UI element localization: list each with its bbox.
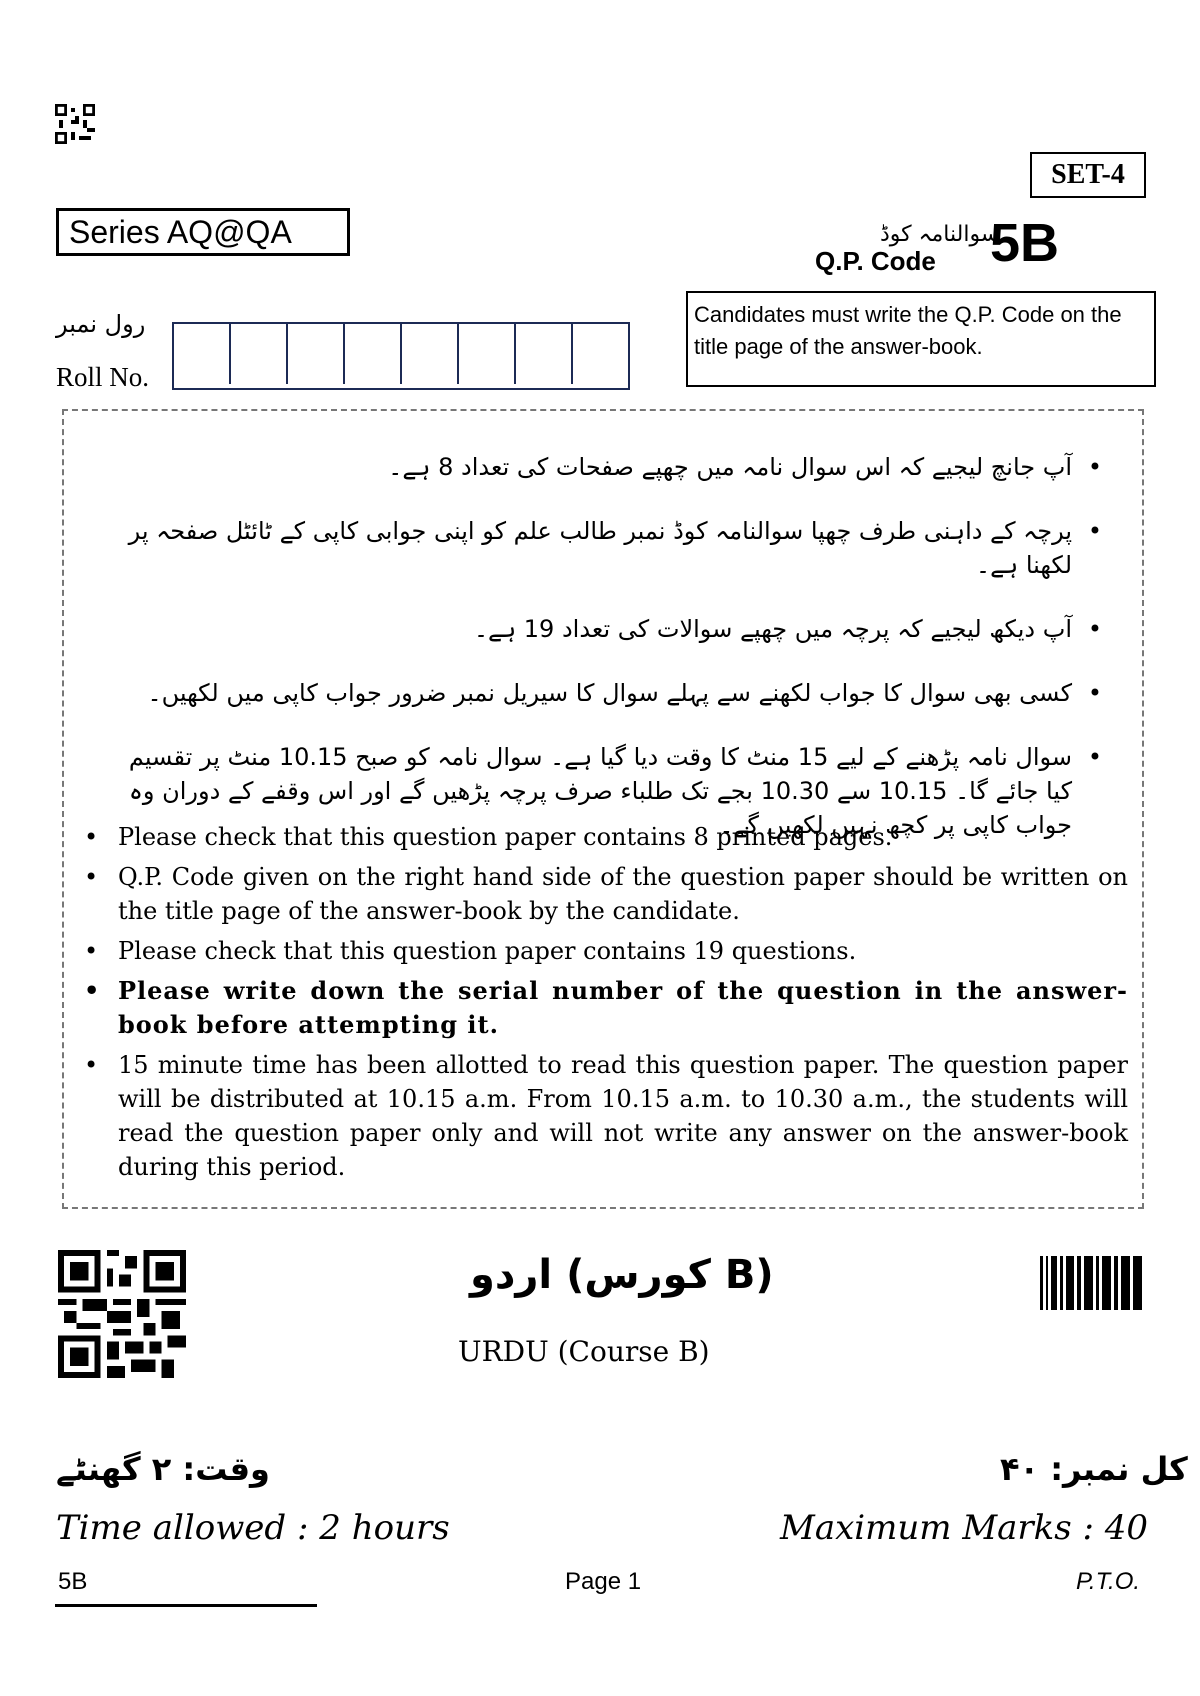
set-label: SET-4 — [1030, 152, 1146, 198]
english-instruction-item: • Please check that this question paper contains 8 printed pages. — [80, 820, 1128, 854]
roll-number-cell[interactable] — [288, 324, 345, 384]
maximum-marks-urdu: کل نمبر: ۴۰ — [1000, 1450, 1188, 1488]
qr-code-icon — [58, 1250, 186, 1378]
qp-code-urdu-label: سوالنامہ کوڈ — [880, 222, 1000, 247]
footer-code: 5B — [58, 1568, 88, 1595]
roll-number-cell[interactable] — [231, 324, 288, 384]
urdu-instruction-item: • آپ جانچ لیجیے کہ اس سوال نامہ میں چھپے صفحات کی تعداد 8 ہے۔ — [100, 450, 1110, 484]
candidate-note-text: Candidates must write the Q.P. Code on the title page of the answer-book. — [694, 302, 1122, 359]
qr-code-small-icon — [55, 104, 95, 144]
page-number: Page 1 — [565, 1568, 642, 1595]
roll-number-boxes[interactable] — [172, 322, 630, 390]
roll-number-cell[interactable] — [345, 324, 402, 384]
candidate-note-box — [686, 291, 1156, 387]
roll-number-cell[interactable] — [459, 324, 516, 384]
english-instruction-item: • 15 minute time has been allotted to read this question paper. The question paper will be distributed at 10.15 a.m. From 10.15 a.m. to 10.30 a.m., the students will read the question paper only and will not write any answer on the answer-book during this period. — [80, 1048, 1128, 1184]
roll-number-urdu-label: رول نمبر — [56, 310, 146, 338]
series-label: Series AQ@QA — [56, 208, 350, 256]
urdu-instruction-item: • سوال نامہ پڑھنے کے لیے 15 منٹ کا وقت دیا گیا ہے۔ سوال نامہ کو صبح 10.15 منٹ پر تقسیم کیا جائے گا۔ 10.15 سے 10.30 بجے تک طلباء صرف پرچہ پڑھیں گے اور اس وقفے کے دوران وہ جواب کاپی پر کچھ نہیں لکھیں گے۔ — [100, 740, 1110, 842]
english-instruction-item: • Q.P. Code given on the right hand side of the question paper should be written on the title page of the answer-book by the candidate. — [80, 860, 1128, 928]
please-turn-over: P.T.O. — [1076, 1568, 1141, 1595]
barcode-icon — [1040, 1256, 1142, 1310]
urdu-instruction-item: • آپ دیکھ لیجیے کہ پرچہ میں چھپے سوالات کی تعداد 19 ہے۔ — [100, 612, 1110, 646]
english-instruction-item: • Please check that this question paper contains 19 questions. — [80, 934, 1128, 968]
english-instructions-list — [80, 820, 1128, 1190]
urdu-instruction-item: • کسی بھی سوال کا جواب لکھنے سے پہلے سوال کا سیریل نمبر ضرور جواب کاپی میں لکھیں۔ — [100, 676, 1110, 710]
time-allowed-urdu: وقت: ۲ گھنٹے — [56, 1450, 270, 1488]
subject-english-title: URDU (Course B) — [458, 1335, 710, 1368]
footer-rule — [55, 1604, 317, 1607]
urdu-instruction-item: • پرچہ کے داہنی طرف چھپا سوالنامہ کوڈ نمبر طالب علم کو اپنی جوابی کاپی کے ٹائٹل صفحہ پر لکھنا ہے۔ — [100, 514, 1110, 582]
roll-number-cell[interactable] — [573, 324, 628, 384]
roll-number-cell[interactable] — [174, 324, 231, 384]
qp-code-value: 5B — [990, 213, 1060, 273]
qp-code-label: Q.P. Code — [815, 246, 936, 276]
roll-number-cell[interactable] — [402, 324, 459, 384]
maximum-marks: Maximum Marks : 40 — [780, 1508, 1149, 1548]
urdu-instructions-list — [100, 450, 1110, 872]
english-instruction-item: • Please write down the serial number of the question in the answer-book before attempting it. — [80, 974, 1128, 1042]
subject-urdu-title: اردو (کورس B) — [470, 1252, 774, 1298]
time-allowed: Time allowed : 2 hours — [56, 1508, 450, 1548]
roll-number-cell[interactable] — [516, 324, 573, 384]
roll-number-label: Roll No. — [56, 362, 150, 392]
